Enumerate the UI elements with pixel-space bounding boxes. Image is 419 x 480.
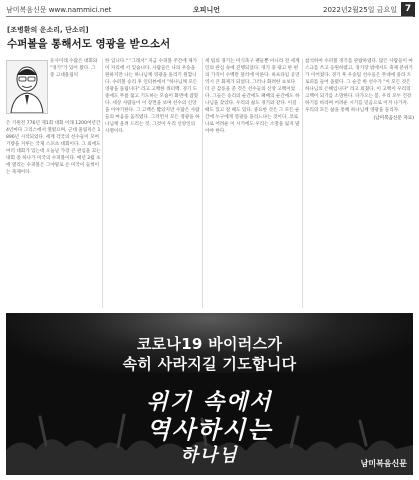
section-title: 오피니언 (193, 6, 221, 14)
newspaper-logo: 남미복음신문 (360, 459, 407, 468)
article-headline: 수퍼볼을 통해서도 영광을 받으소서 (7, 38, 171, 50)
article-text: 참석하여 수퍼볼 경기를 관람하였다. 많은 사람들이 마스크를 쓰고 응원하였고, 경기장 밖에서도 축제 분위기가 이어졌다. 경기 후 우승팀 선수들은 무대에 올라 트로피를 들어 올렸다. 그 순간 한 선수가 "이 모든 것은 하나님의 은혜입니다" 라고 외쳤다. 이 고백이 우리의 고백이 되기를 소망한다. 다가오는 봄, 우리 모두 건강하기를 바라며 어려운 시기를 믿음으로 이겨 나가자. 우리의 모든 삶을 통해 하나님께 영광을 돌리자. (305, 59, 413, 113)
banner-line-2: 속히 사라지길 기도합니다 (122, 355, 297, 373)
article-text: 유사이래 수많은 대회와 "경기"가 있어 왔다. 그 중 고대올림픽 (50, 59, 98, 78)
banner-line-1: 코로나19 바이러스가 (136, 335, 283, 353)
prayer-banner (6, 313, 413, 475)
calligraphy-line-1: 위기 속에서 (146, 389, 273, 415)
article-byline: (남미복음신문 자료) (373, 116, 414, 121)
article-text: 세 팀의 경기는 미식축구 팬들뿐 아니라 전 세계인의 관심 속에 진행되었다. 경기 중 광고 한 편의 가격이 수백만 달러에 이른다. 하프타임 공연 역시 큰 화제가 되었다. 그러나 화려한 쇼보다 더 큰 감동을 준 것은 선수들의 신앙 고백이었다. 그들은 승리의 순간에도 패배의 순간에도 하나님을 찾았다. 우리의 삶도 경기와 같다. 이길 때도 있고 질 때도 있다. 중요한 것은 그 모든 순간에 누구에게 영광을 돌리느냐는 것이다. 코로나로 어려운 이 시기에도 우리는 소망을 잃지 말아야 한다. (205, 59, 300, 134)
newspaper-name: 남미복음신문 www.nammici.net (6, 6, 112, 14)
page-number: 7 (401, 2, 415, 17)
article-column-1 (6, 120, 101, 176)
column-divider (202, 58, 203, 308)
article-column-2 (105, 58, 200, 135)
page-header (0, 0, 419, 22)
article-column-1-top (50, 58, 101, 79)
column-kicker: [조병환의 운소리, 단소리] (7, 26, 89, 34)
author-portrait (6, 60, 48, 114)
column-divider (302, 58, 303, 308)
calligraphy-line-2: 역사하시는 (146, 415, 273, 444)
article-text: 한 입니다." "그래서" 지금 수퍼볼 주간에 제가 이 자리에 서 있습니다. 사람들은 나의 우승을 원하지만 나는 하나님께 영광을 돌리기 원합니다. 수퍼볼 승리 후 인터뷰에서 "하나님께 모든 영광을 돌립니다" 라고 고백한 쿼터백. 경기 도중에도 무릎 꿇고 기도하는 모습이 화면에 잡혔다. 세상 사람들이 이 장면을 보며 선수의 신앙을 이야기한다. 그 고백은 짧았지만 수많은 사람들의 마음을 움직였다. 그러면서 모든 영광을 하나님께 올려 드리는 것, 그것이 우리 신앙인의 사명이다. (105, 59, 200, 134)
article-column-4 (305, 58, 414, 122)
column-divider (102, 58, 103, 308)
issue-date: 2022년2월25일 금요일 (323, 6, 397, 14)
header-rule (6, 16, 413, 17)
calligraphy-line-3: 하나님 (180, 445, 239, 466)
article-column-3 (205, 58, 300, 135)
article-text: 은 기원전 776년 제1회 대회 이래 1200여년간 4년마다 그리스에서 열렸으며, 근대 올림픽은 1896년 시작되었다. 세계 각국의 선수들이 모여 기량을 겨루는 국제 스포츠 대회이다. 그 외에도 여러 대회가 있는데 오늘날 가장 큰 관심을 끄는 대회 중 하나가 미국의 수퍼볼이다. 매년 2월 초에 열리는 수퍼볼은 그야말로 온 미국이 들썩이는 축제이다. (6, 121, 101, 175)
